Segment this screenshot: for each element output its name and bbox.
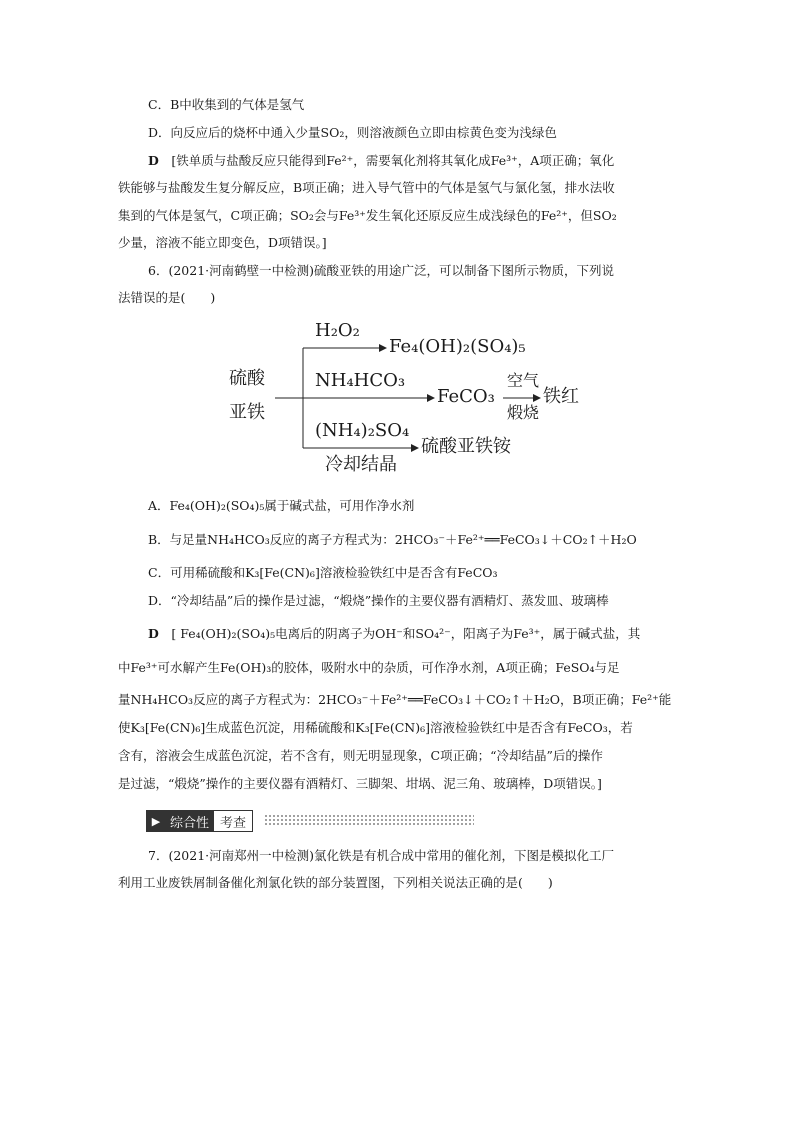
q6-stem-line1: 6．(2021·河南鹤壁一中检测)硫酸亚铁的用途广泛，可以制备下图所示物质，下列说 xyxy=(148,263,614,278)
q5-explanation-line1: D [铁单质与盐酸反应只能得到Fe²⁺，需要氧化剂将其氧化成Fe³⁺，A项正确；氧化 xyxy=(148,153,615,168)
q5-option-d: D．向反应后的烧杯中通入少量SO₂，则溶液颜色立即由棕黄色变为浅绿色 xyxy=(148,125,557,140)
q5-answer: D xyxy=(148,153,159,168)
product-feco3: FeCO₃ xyxy=(437,386,495,407)
q6-explanation-line4: 使K₃[Fe(CN)₆]生成蓝色沉淀，用稀硫酸和K₃[Fe(CN)₆]溶液检验铁红中是否含有FeCO₃，若 xyxy=(118,720,633,735)
q5-explanation-line3: 集到的气体是氢气，C项正确；SO₂会与Fe³⁺发生氧化还原反应生成浅绿色的Fe²⁺，但SO₂ xyxy=(118,208,617,223)
section-label: 综合性 xyxy=(165,811,214,831)
product-basic-salt: Fe₄(OH)₂(SO₄)₅ xyxy=(389,336,526,357)
condition-crystallize: 冷却结晶 xyxy=(325,454,397,475)
condition-air: 空气 xyxy=(507,371,540,390)
q7-stem-line2: 利用工业废铁屑制备催化剂氯化铁的部分装置图，下列相关说法正确的是( ) xyxy=(118,875,553,890)
q5-explanation-line4: 少量，溶液不能立即变色，D项错误。] xyxy=(118,235,327,250)
q6-explanation-line2: 中Fe³⁺可水解产生Fe(OH)₃的胶体，吸附水中的杂质，可作净水剂，A项正确；FeSO₄与足 xyxy=(118,660,620,675)
product-iron-red: 铁红 xyxy=(543,386,579,407)
reactant-label-1: 硫酸 xyxy=(229,368,265,389)
q7-stem-line1: 7．(2021·河南郑州一中检测)氯化铁是有机合成中常用的催化剂，下图是模拟化工厂 xyxy=(148,848,614,863)
section-banner xyxy=(146,808,476,832)
q6-option-d: D．“冷却结晶”后的操作是过滤，“煅烧”操作的主要仪器有酒精灯、蒸发皿、玻璃棒 xyxy=(148,593,609,608)
reaction-diagram xyxy=(225,318,585,478)
dotted-divider xyxy=(264,814,474,826)
q6-option-c: C．可用稀硫酸和K₃[Fe(CN)₆]溶液检验铁红中是否含有FeCO₃ xyxy=(148,565,498,580)
q6-explanation-line6: 是过滤，“煅烧”操作的主要仪器有酒精灯、三脚架、坩埚、泥三角、玻璃棒，D项错误。] xyxy=(118,776,602,791)
reagent-nh4-2so4: (NH₄)₂SO₄ xyxy=(315,420,410,441)
q6-explanation-line5: 含有，溶液会生成蓝色沉淀，若不含有，则无明显现象，C项正确；“冷却结晶”后的操作 xyxy=(118,748,603,763)
q6-stem-line2: 法错误的是( ) xyxy=(118,290,216,305)
q6-option-b: B．与足量NH₄HCO₃反应的离子方程式为：2HCO₃⁻＋Fe²⁺══FeCO₃↓＋CO₂↑＋H₂O xyxy=(148,532,637,547)
section-sublabel: 考查 xyxy=(214,811,252,831)
q5-explanation-line2: 铁能够与盐酸发生复分解反应，B项正确；进入导气管中的气体是氢气与氯化氢，排水法收 xyxy=(118,180,615,195)
q6-explanation-line1: D [ Fe₄(OH)₂(SO₄)₅电离后的阴离子为OH⁻和SO₄²⁻，阳离子为Fe³⁺，属于碱式盐，其 xyxy=(148,626,641,641)
q5-option-c: C．B中收集到的气体是氢气 xyxy=(148,97,305,112)
reagent-nh4hco3: NH₄HCO₃ xyxy=(315,370,406,391)
q6-explanation-line3: 量NH₄HCO₃反应的离子方程式为：2HCO₃⁻＋Fe²⁺══FeCO₃↓＋CO₂↑＋H₂O，B项正确；Fe²⁺能 xyxy=(118,692,672,707)
product-ammonium-ferrous-sulfate: 硫酸亚铁铵 xyxy=(421,436,511,457)
play-icon: ▶ xyxy=(147,811,165,831)
q6-option-a: A．Fe₄(OH)₂(SO₄)₅属于碱式盐，可用作净水剂 xyxy=(148,498,415,513)
q6-answer: D xyxy=(148,626,159,641)
condition-calcine: 煅烧 xyxy=(507,403,540,422)
reactant-label-2: 亚铁 xyxy=(229,402,265,423)
reagent-h2o2: H₂O₂ xyxy=(315,320,360,341)
